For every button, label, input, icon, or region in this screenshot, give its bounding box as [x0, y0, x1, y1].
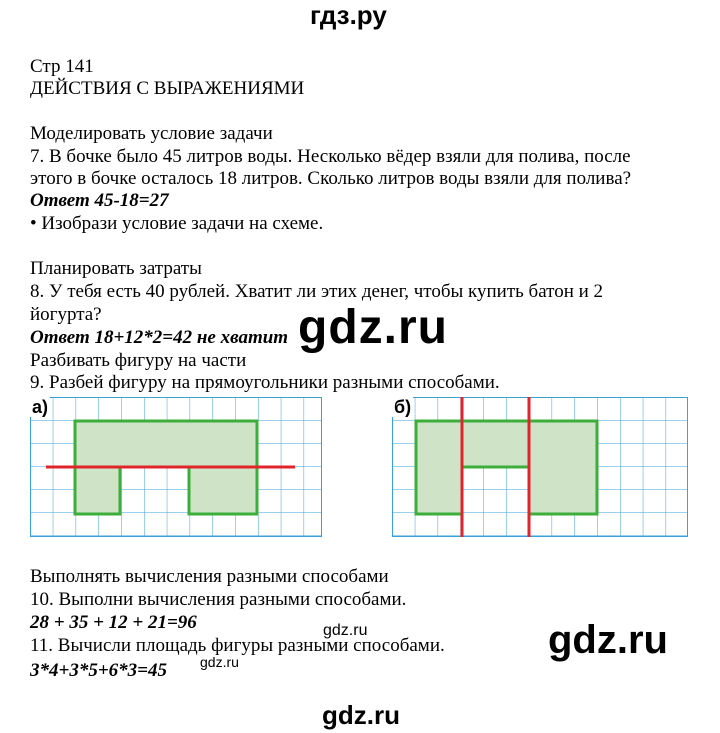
- watermark-small-2: gdz.ru: [200, 654, 239, 670]
- watermark-right: gdz.ru: [548, 618, 668, 662]
- task7-answer: Ответ 45-18=27: [30, 190, 169, 211]
- task10-heading: Выполнять вычисления разными способами: [30, 566, 389, 587]
- task9-heading: Разбивать фигуру на части: [30, 350, 247, 371]
- task10-text: 10. Выполни вычисления разными способами.: [30, 589, 407, 610]
- task7-heading: Моделировать условие задачи: [30, 123, 273, 144]
- page-title: ДЕЙСТВИЯ С ВЫРАЖЕНИЯМИ: [30, 78, 305, 99]
- task8-text-line1: 8. У тебя есть 40 рублей. Хватит ли этих денег, чтобы купить батон и 2: [30, 281, 604, 302]
- task10-answer: 28 + 35 + 12 + 21=96: [30, 612, 197, 633]
- watermark-small-1: gdz.ru: [323, 622, 368, 639]
- task9-text: 9. Разбей фигуру на прямоугольники разными способами.: [30, 372, 500, 393]
- figure-a-label: а): [32, 397, 49, 417]
- watermark-top: гдз.ру: [310, 0, 387, 30]
- task11-text: 11. Вычисли площадь фигуры разными способами.: [30, 635, 445, 656]
- task7-text-line1: 7. В бочке было 45 литров воды. Несколько вёдер взяли для полива, после: [30, 146, 631, 167]
- task8-text-line2: йогурта?: [30, 304, 102, 325]
- task8-heading: Планировать затраты: [30, 258, 202, 279]
- watermark-middle: gdz.ru: [298, 301, 448, 354]
- task11-answer: 3*4+3*5+6*3=45: [30, 660, 167, 681]
- figure-b: [392, 397, 688, 537]
- watermark-bottom: gdz.ru: [322, 700, 400, 730]
- page-number: Стр 141: [30, 56, 94, 77]
- figure-b-grid: [392, 397, 688, 537]
- figure-a-grid: [30, 397, 322, 537]
- figure-b-label: б): [394, 397, 412, 417]
- task7-text-line2: этого в бочке осталось 18 литров. Сколько литров воды взяли для полива?: [30, 168, 632, 189]
- task8-answer: Ответ 18+12*2=42 не хватит: [30, 327, 289, 348]
- task7-note: • Изобрази условие задачи на схеме.: [30, 213, 324, 234]
- figure-a: [30, 397, 322, 537]
